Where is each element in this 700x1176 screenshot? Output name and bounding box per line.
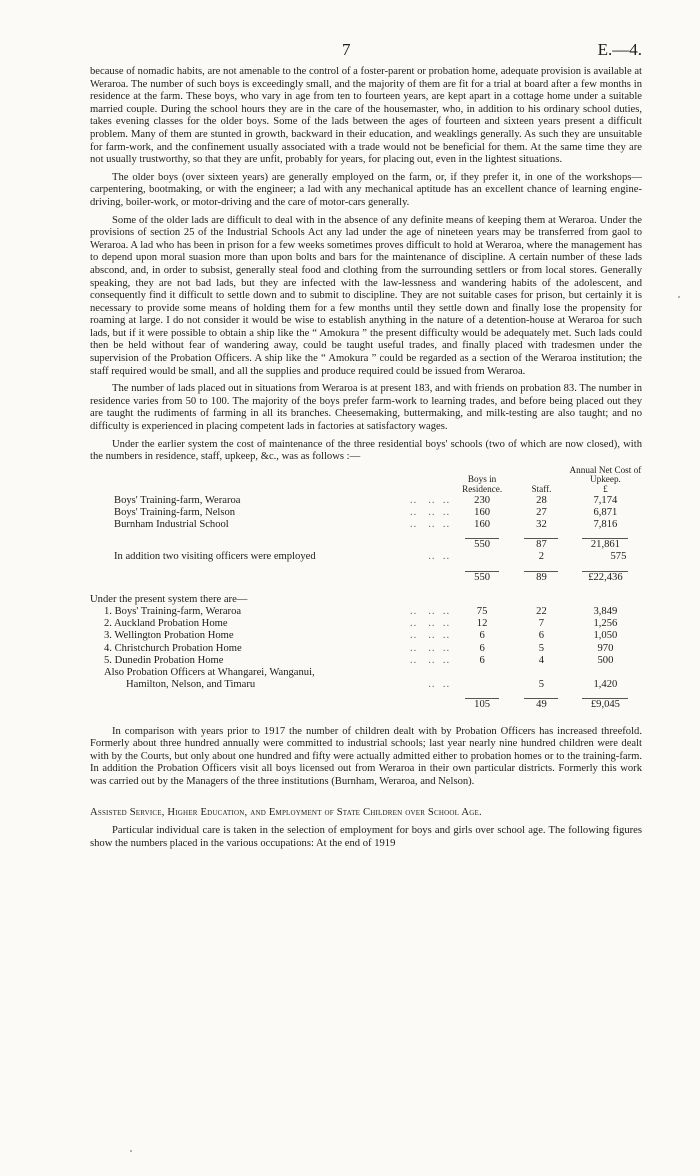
paragraph-nomadic-boys: because of nomadic habits, are not amenable to the control of a foster-parent or probation home, adequate provision is available at Weraroa. The number of such boys is exceedingly small, and the majority of them are fit for a trial at board after a few months in residence at the farm. These boys, who vary in age from ten to fourteen years, are kept apart in a cottage home under a suitable married couple. During the school hours they are in the care of the housemaster, who, in addition to his ordinary school duties, takes evening classes for the older boys. Some of the lads between the ages of fourteen and sixteen years present a difficult problem. Many of them are stunted in growth, backward in their education, and weaklings generally. As such they are unsuitable for farm-work, and the confinement usually associated with a trade would not be beneficial for them. At the same time they are not usually trustworthy, so that they are unfit, probably for years, for placing out, even in the lightest situations.: [90, 66, 642, 166]
rule-row: [90, 531, 642, 539]
paragraph-earlier-system: Under the earlier system the cost of maintenance of the three residential boys' schools (two of which are now closed), with the numbers in residence, staff, upkeep, &c., was as follows :—: [90, 438, 642, 463]
scan-speck: [678, 296, 680, 298]
present-system-intro: Under the present system there are—: [90, 593, 248, 605]
also-officers-row-2: Hamilton, Nelson, and Timaru .. .. 5 1,420: [126, 679, 618, 691]
page-number: 7: [342, 40, 351, 59]
also-officers-row: Also Probation Officers at Whangarei, Wanganui,: [104, 667, 315, 679]
rule-row: [90, 691, 642, 699]
section-heading: Assisted Service, Higher Education, and Employment of State Children over School Age.: [90, 806, 482, 818]
table-row: Boys' Training-farm, Nelson .. .. .. 160 27 6,871: [114, 506, 618, 518]
table-row: 4. Christchurch Probation Home .. .. .. 6 5 970: [104, 642, 614, 654]
document-reference: E.—4.: [597, 40, 642, 59]
table-row: 5. Dunedin Probation Home .. .. .. 6 4 500: [104, 654, 614, 666]
paragraph-difficult-lads: Some of the older lads are difficult to deal with in the absence of any definite means of keeping them at Weraroa. Under the provisions of section 25 of the Industrial Schools Act any lad under the age of nineteen years may be transferred from gaol to Weraroa. A lad who has been in prison for a few weeks sometimes proves difficult to hold at Weraroa, where the management has to depend upon moral suasion more than upon bolts and bars for the maintenance of discipline. A certain number of these lads abscond, and, in order to subsist, generally steal food and clothing from the surrounding settlers or from local stores. Generally speaking, they are not bad lads, but they are infected with the law-lessness and wandering habits of the adolescent, and consequently find it difficult to settle down and to submit to discipline. They are not suitable cases for prison, but certainly it is necessary to provide some means of holding them for a few months until they settle down and finally lose the propensity for roaming at large. I do not consider it would be wise to establish anything in the nature of a detention-house at Weraroa for such lads, but if it were possible to obtain a ship like the “ Amokura ” the present difficulty would be adequately met. Such lads could then be held without fear of wandering away, could be taught useful trades, and finally placed with tradesmen under the supervision of the Probation Officers. A ship like the “ Amokura ” could be regarded as a section of the Weraroa institution; the staff required would be small, and all the supplies and produce required could be issued from Weraroa.: [90, 214, 642, 377]
col-header-staff: Staff.: [531, 484, 552, 494]
upkeep-costs-table: [90, 466, 642, 712]
total-row: 550 89 £22,436: [474, 571, 623, 583]
table-row: 2. Auckland Probation Home .. .. .. 12 7 1,256: [104, 618, 618, 630]
paragraph-individual-care: Particular individual care is taken in the selection of employment for boys and girls over school age. The following figures show the numbers placed in the various occupations: At the end of 1919: [90, 825, 642, 849]
rule-row: [90, 564, 642, 572]
col-header-boys: Boys in Residence.: [462, 474, 503, 494]
visiting-officers-row: In addition two visiting officers were employed .. .. 2 575: [114, 551, 627, 563]
running-header: [90, 36, 642, 66]
subtotal-row: 550 87 21,861: [474, 539, 620, 551]
table-row: 1. Boys' Training-farm, Weraroa .. .. .. 75 22 3,849: [104, 606, 618, 618]
paragraph-placed-out: The number of lads placed out in situations from Weraroa is at present 183, and with friends on probation 83. The number in residence varies from 50 to 100. The majority of the boys prefer farm-work to learning trades, and before being placed out they are taught the rudiments of farming in all its branches. Cheesemaking, buttermaking, and milk-testing are also taught; and no difficulty is experienced in placing competent lads in factories at satisfactory wages.: [90, 383, 642, 433]
cost-unit: £: [603, 484, 608, 494]
table-row: Boys' Training-farm, Weraroa .. .. .. 230 28 7,174: [114, 494, 618, 506]
table-header-row: [90, 466, 642, 495]
total-row: 105 49 £9,045: [474, 699, 620, 711]
scan-speck: [130, 1150, 132, 1152]
table-row: Burnham Industrial School .. .. .. 160 32 7,816: [114, 519, 618, 530]
paragraph-older-boys: The older boys (over sixteen years) are generally employed on the farm, or, if they prefer it, in one of the workshops—carpentering, bootmaking, or with the engineer; a lad with any mechanical aptitude has an excellent chance of learning engine-driving, boiler-work, or motor-driving and the care of motor-cars generally.: [90, 171, 642, 208]
paragraph-comparison: In comparison with years prior to 1917 the number of children dealt with by Probation Officers has increased threefold. Formerly about three hundred annually were committed to industrial schools; last year nearly nine hundred children were dealt with by the Courts, but only about one hundred and fifty were actually admitted either to probation homes or to the training-farm. In addition the Probation Officers visit all boys licensed out from Weraroa in their own particular districts. Formerly this work was carried out by the Managers of the three institutions (Burnham, Weraroa, and Nelson).: [90, 725, 642, 788]
col-header-cost: Annual Net Cost of Upkeep. £: [569, 464, 642, 494]
table-row: 3. Wellington Probation Home .. .. .. 6 6 1,050: [104, 630, 618, 642]
